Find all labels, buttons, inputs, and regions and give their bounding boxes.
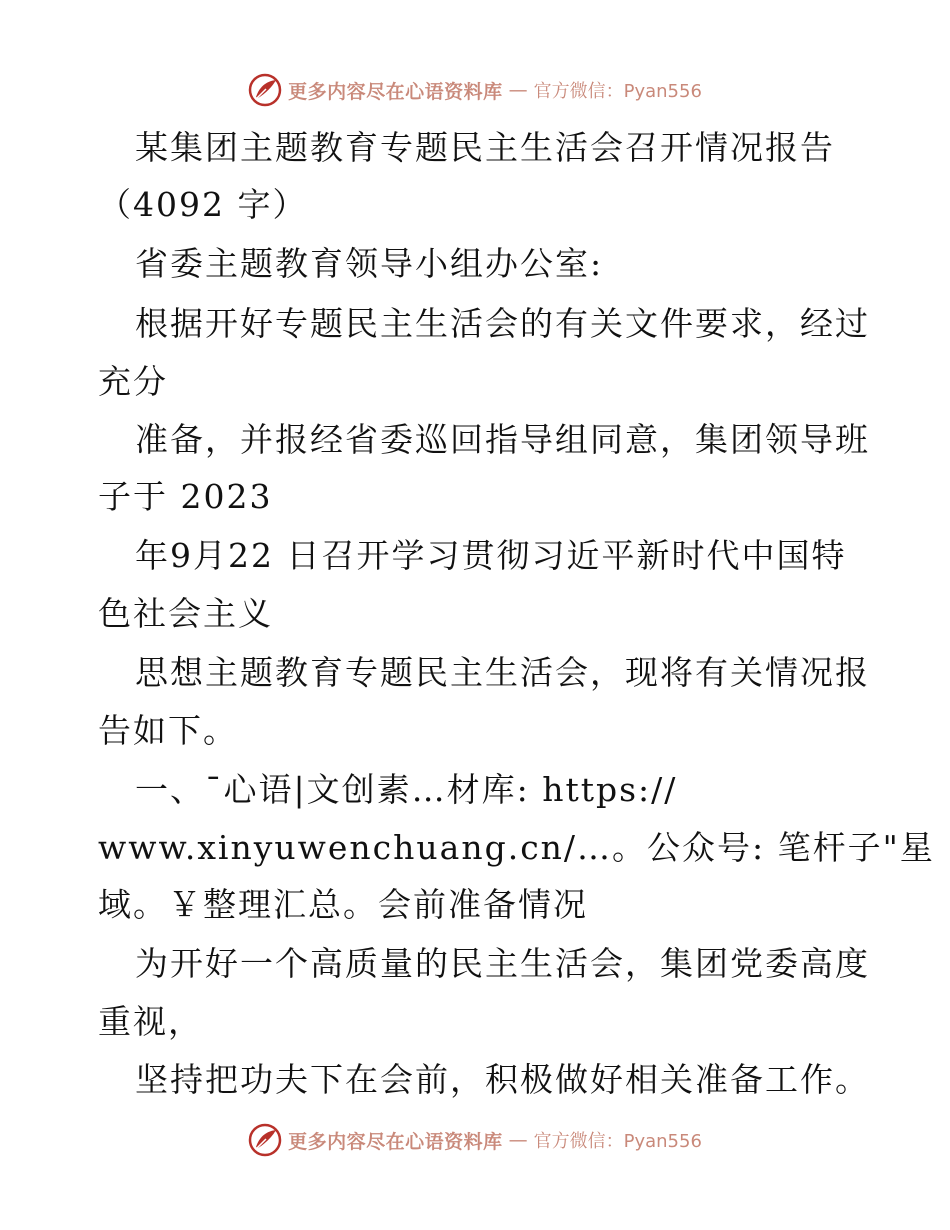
watermark-dash: — [508, 1129, 528, 1151]
paragraph-line: 充分 [98, 362, 168, 401]
document-body [0, 116, 950, 1116]
watermark-brand: 更多内容尽在心语资料库 [288, 1130, 503, 1153]
paragraph-line: 域。￥整理汇总。会前准备情况 [98, 885, 588, 924]
paragraph-line: 子于 2023 [98, 477, 273, 516]
watermark-dash: — [508, 79, 528, 101]
watermark-wechat: 官方微信：Pyan556 [533, 81, 702, 102]
paragraph-line: 重视， [98, 1002, 203, 1041]
header-watermark [0, 70, 950, 110]
leaf-pen-logo-icon [248, 1123, 282, 1157]
paragraph-line: 准备，并报经省委巡回指导组同意，集团领导班 [135, 420, 870, 459]
paragraph-line: 根据开好专题民主生活会的有关文件要求，经过 [135, 304, 870, 343]
paragraph-line: 告如下。 [98, 711, 238, 750]
paragraph-line: 坚持把功夫下在会前，积极做好相关准备工作。 [135, 1060, 870, 1099]
paragraph-line: 为开好一个高质量的民主生活会，集团党委高度 [135, 944, 870, 983]
leaf-pen-logo-icon [248, 73, 282, 107]
watermark-brand: 更多内容尽在心语资料库 [288, 80, 503, 103]
watermark-wechat: 官方微信：Pyan556 [533, 1131, 702, 1152]
section-heading: 一、¯心语|文创素…材库: https:// [135, 770, 678, 809]
paragraph-line: 思想主题教育专题民主生活会，现将有关情况报 [135, 653, 870, 692]
addressee: 省委主题教育领导小组办公室: [135, 244, 604, 283]
footer-watermark [0, 1120, 950, 1160]
word-count: （4092 字） [98, 185, 308, 224]
document-title: 某集团主题教育专题民主生活会召开情况报告 [135, 128, 835, 167]
paragraph-line: 年9月22 日召开学习贯彻习近平新时代中国特 [135, 536, 847, 575]
paragraph-line: 色社会主义 [98, 594, 273, 633]
paragraph-line: www.xinyuwenchuang.cn/…。公众号: 笔杆子"星 [98, 828, 935, 867]
